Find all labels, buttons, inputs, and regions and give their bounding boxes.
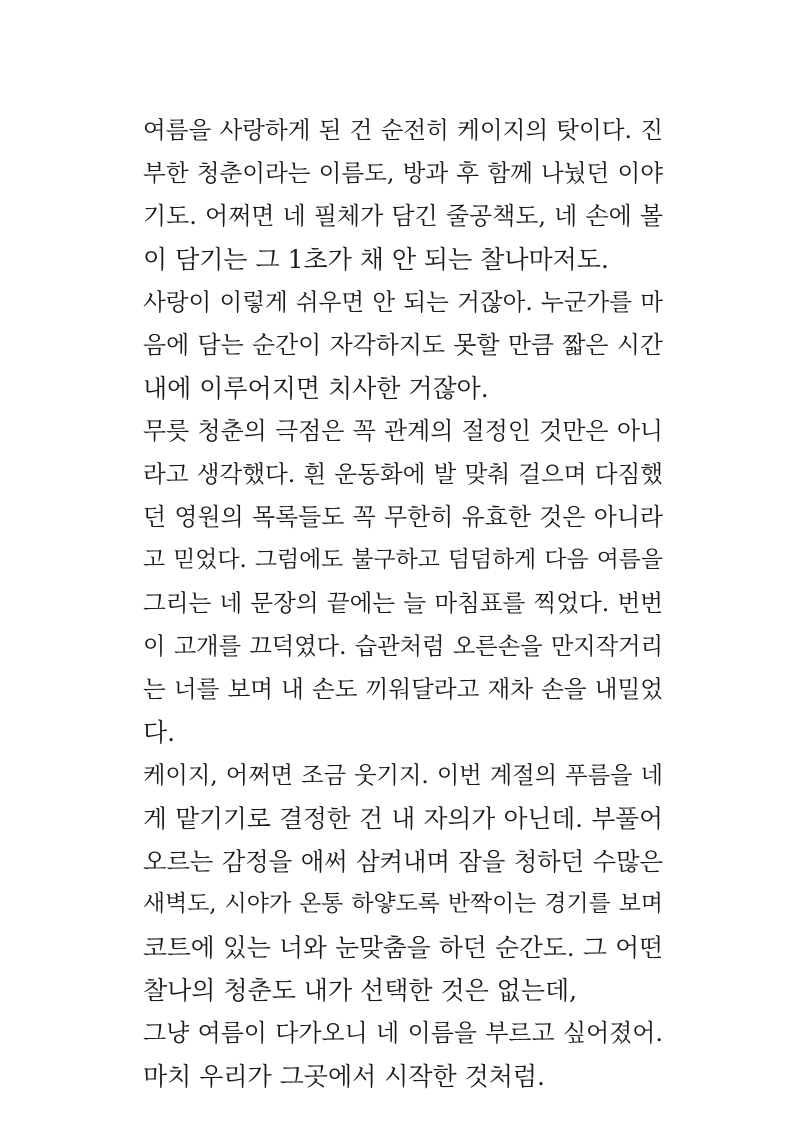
text-line-15: 다. [143,718,176,747]
text-line-9: 라고 생각했다. 흰 운동화에 발 맞춰 걸으며 다짐했 [143,460,663,488]
text-line-12: 그리는 네 문장의 끝에는 늘 마침표를 찍었다. 번번 [143,589,663,617]
text-line-4: 이 담기는 그 1초가 채 안 되는 찰나마저도. [143,245,609,274]
text-line-20: 코트에 있는 너와 눈맞춤을 하던 순간도. 그 어떤 [143,933,663,962]
text-line-14: 는 너를 보며 내 손도 끼워달라고 재차 손을 내밀었 [143,675,663,703]
text-line-22: 그냥 여름이 다가오니 네 이름을 부르고 싶어졌어. [143,1019,663,1047]
text-line-5: 사랑이 이렇게 쉬우면 안 되는 거잖아. 누군가를 마 [143,288,663,316]
text-line-1: 여름을 사랑하게 된 건 순전히 케이지의 탓이다. 진 [143,116,663,144]
text-line-19: 새벽도, 시야가 온통 하얗도록 반짝이는 경기를 보며 [143,891,663,917]
text-line-6: 음에 담는 순간이 자각하지도 못할 만큼 짧은 시간 [143,331,663,359]
text-line-2: 부한 청춘이라는 이름도, 방과 후 함께 나눴던 이야 [143,159,663,187]
text-line-13: 이 고개를 끄덕였다. 습관처럼 오른손을 만지작거리 [143,633,663,660]
text-line-11: 고 믿었다. 그럼에도 불구하고 덤덤하게 다음 여름을 [143,547,663,573]
text-line-23: 마치 우리가 그곳에서 시작한 것처럼. [143,1062,545,1091]
text-line-17: 게 맡기기로 결정한 건 내 자의가 아닌데. 부풀어 [143,804,663,833]
story-text-block [143,109,663,1098]
text-line-8: 무릇 청춘의 극점은 꼭 관계의 절정인 것만은 아니 [143,417,663,445]
text-line-18: 오르는 감정을 애써 삼켜내며 잠을 청하던 수많은 [143,847,663,876]
text-line-10: 던 영원의 목록들도 꼭 무한히 유효한 것은 아니라 [143,503,663,531]
text-line-3: 기도. 어쩌면 네 필체가 담긴 줄공책도, 네 손에 볼 [143,202,663,230]
text-line-16: 케이지, 어쩌면 조금 웃기지. 이번 계절의 푸름을 네 [143,762,663,789]
text-line-7: 내에 이루어지면 치사한 거잖아. [143,374,489,403]
text-line-21: 찰나의 청춘도 내가 선택한 것은 없는데, [143,976,578,1005]
